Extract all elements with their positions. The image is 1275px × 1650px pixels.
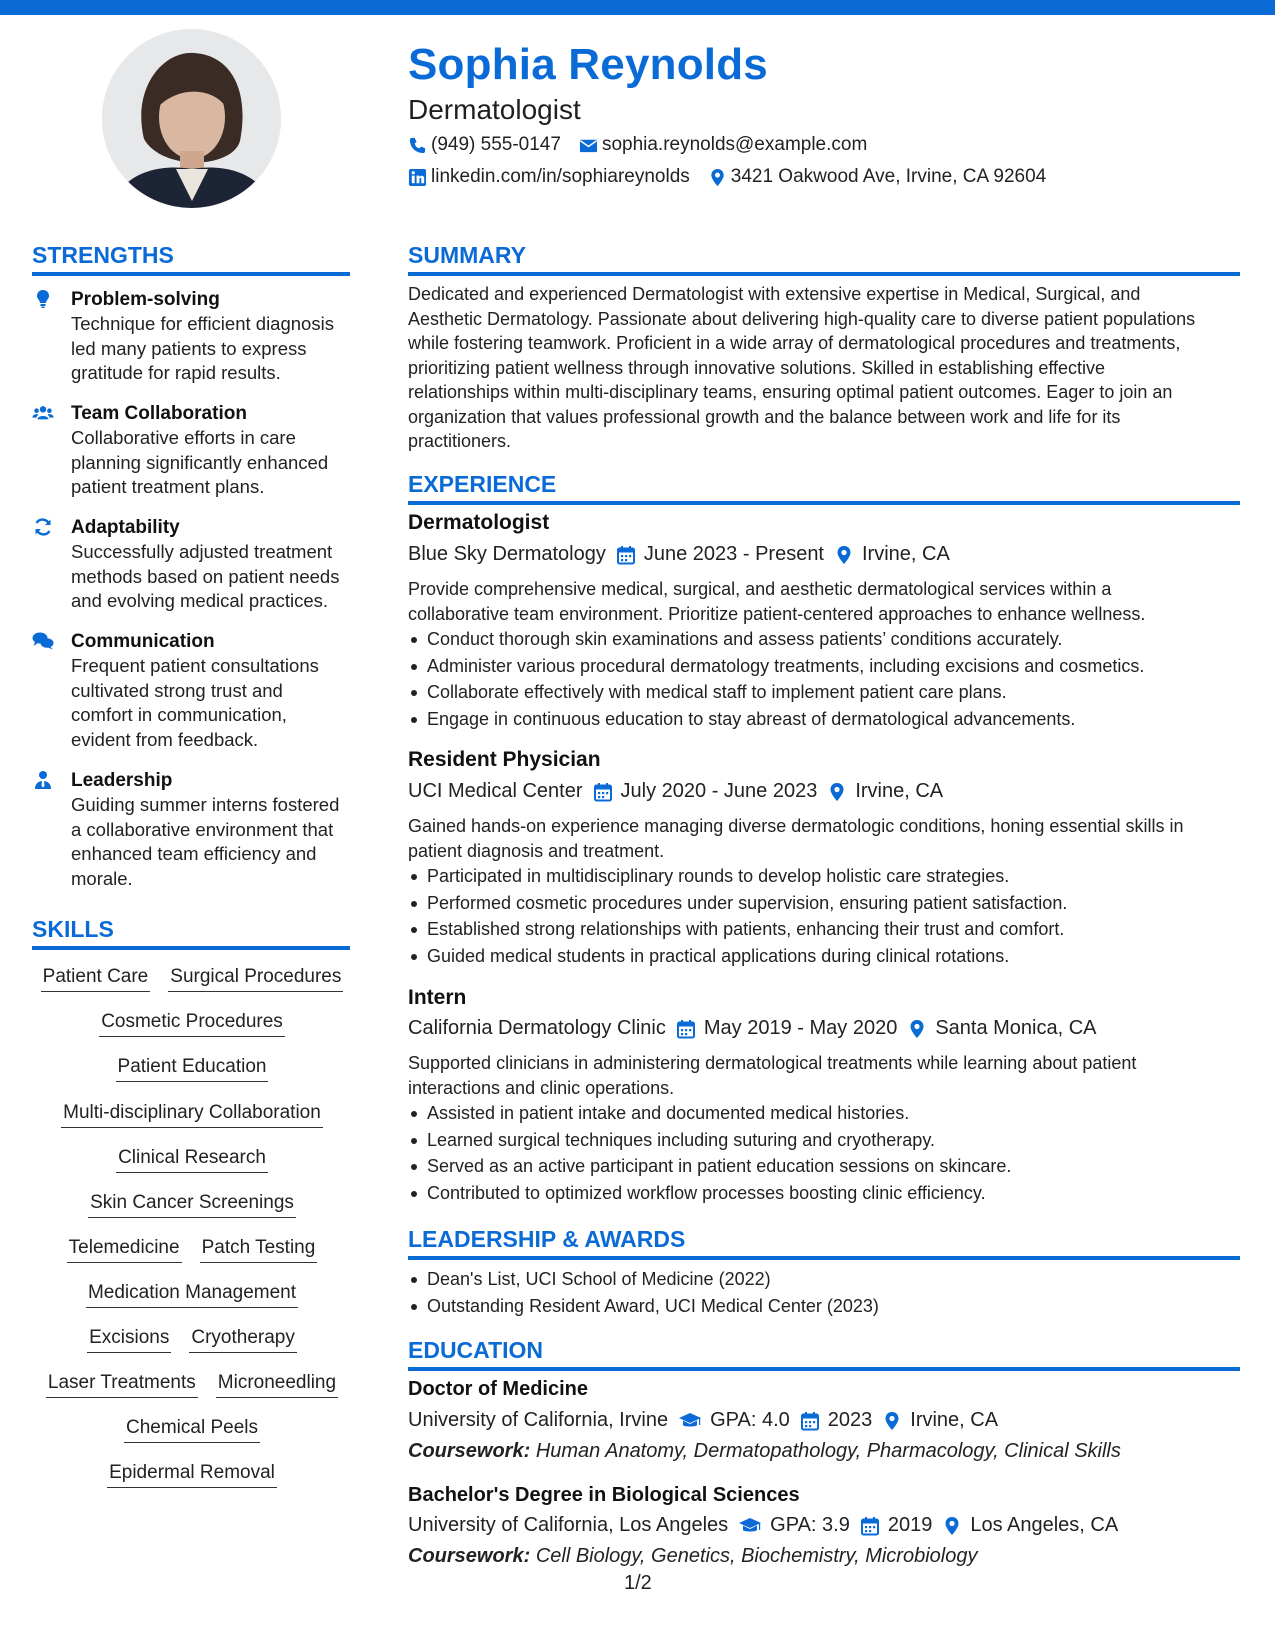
education-heading: EDUCATION [408, 1337, 1240, 1371]
education-meta [408, 1409, 998, 1432]
award-item: Dean's List, UCI School of Medicine (2022) [408, 1267, 1240, 1294]
job-title-heading: Resident Physician [408, 748, 601, 771]
job-description [408, 577, 1240, 626]
summary-text [408, 282, 1240, 454]
job-dates: July 2020 - June 2023 [620, 780, 818, 802]
skill-tag: Skin Cancer Screenings [88, 1192, 296, 1218]
graduation-year: 2023 [827, 1409, 873, 1431]
bullet-item: Performed cosmetic procedures under supervision, ensuring patient satisfaction. [408, 891, 1240, 918]
strength-line: led many patients to express [71, 337, 307, 359]
company-name: Blue Sky Dermatology [408, 543, 606, 565]
skill-tag: Patient Education [116, 1056, 269, 1082]
summary-line: Aesthetic Dermatology. Passionate about delivering high-quality care to diverse patient populations [408, 308, 1196, 329]
strength-line: patient treatment plans. [71, 476, 265, 497]
strength-line: Frequent patient consultations [71, 655, 319, 676]
summary-heading: SUMMARY [408, 242, 1240, 276]
skill-tag: Surgical Procedures [168, 966, 343, 992]
coursework-label: Coursework: [408, 1440, 531, 1462]
comments-icon [32, 631, 54, 651]
school-name: University of California, Los Angeles [408, 1514, 729, 1536]
candidate-name: Sophia Reynolds [408, 40, 768, 89]
summary-line: Dedicated and experienced Dermatologist with extensive expertise in Medical, Surgical, and [408, 284, 1141, 304]
summary-line: organization that values professional growth and the balance between work and life for its [408, 406, 1121, 427]
job-meta [408, 1017, 1097, 1040]
bullet-item: Engage in continuous education to stay abreast of dermatological advancements. [408, 707, 1240, 734]
gpa-value: GPA: 4.0 [710, 1409, 790, 1431]
profile-photo [102, 29, 281, 208]
skill-tag: Excisions [87, 1327, 171, 1353]
strength-line: evident from feedback. [71, 728, 259, 750]
bullet-item: Learned surgical techniques including suturing and cryotherapy. [408, 1128, 1240, 1155]
skills-row [32, 1147, 352, 1173]
strength-item [32, 515, 352, 614]
address-text: 3421 Oakwood Ave, Irvine, CA 92604 [730, 166, 1047, 187]
strength-line: and evolving medical practices. [71, 590, 329, 611]
job-description [408, 814, 1240, 863]
strength-line: gratitude for rapid results. [71, 362, 281, 383]
skills-row [32, 1056, 352, 1082]
experience-heading: EXPERIENCE [408, 471, 1240, 505]
skill-tag: Epidermal Removal [107, 1462, 277, 1488]
summary-line: relationships within multi-disciplinary teams, ensuring optimal patient outcomes. Eager to join an [408, 382, 1173, 402]
strength-item [32, 287, 352, 386]
skill-tag: Cryotherapy [189, 1327, 297, 1353]
strength-description [71, 540, 352, 614]
strength-line: enhanced team efficiency and [71, 843, 317, 864]
job-description-line: Supported clinicians in administering dermatological treatments while learning about patient [408, 1053, 1137, 1073]
skills-row [32, 1462, 352, 1488]
graduation-year: 2019 [887, 1514, 933, 1536]
strength-item [32, 768, 352, 891]
school-location: Los Angeles, CA [970, 1514, 1119, 1536]
job-bullets [408, 627, 1240, 734]
strength-line: a collaborative environment that [71, 818, 334, 840]
job-description-line: collaborative team environment. Prioritize patient-centered approaches to enhance wellness. [408, 603, 1146, 624]
job-title-heading: Dermatologist [408, 511, 550, 534]
lightbulb-icon [32, 289, 54, 309]
coursework-line [408, 1440, 1121, 1463]
coursework-text: Cell Biology, Genetics, Biochemistry, Microbiology [535, 1545, 978, 1567]
skills-row [32, 1011, 352, 1037]
phone-item [408, 134, 561, 156]
strength-title: Problem-solving [71, 289, 220, 310]
strength-line: methods based on patient needs [71, 565, 340, 587]
awards-list [408, 1267, 1240, 1320]
linkedin-icon [408, 168, 427, 187]
skills-row [32, 1327, 352, 1353]
skills-row [32, 966, 352, 992]
skills-row [32, 1417, 352, 1443]
phone-text[interactable]: (949) 555-0147 [431, 134, 561, 155]
bullet-item: Participated in multidisciplinary rounds to develop holistic care strategies. [408, 864, 1240, 891]
top-accent-bar [0, 0, 1275, 15]
skills-row [32, 1102, 352, 1128]
job-dates: May 2019 - May 2020 [703, 1017, 898, 1039]
awards-heading: LEADERSHIP & AWARDS [408, 1226, 1240, 1260]
strength-item [32, 401, 352, 500]
bullet-item: Collaborate effectively with medical staff to implement patient care plans. [408, 680, 1240, 707]
location-pin-icon [834, 545, 854, 565]
strength-line: Collaborative efforts in care [71, 427, 296, 448]
strength-item [32, 629, 352, 752]
summary-line: while fostering teamwork. Proficient in a wide array of dermatological procedures and treatments, [408, 333, 1181, 353]
gpa-value: GPA: 3.9 [770, 1514, 850, 1536]
summary-line: practitioners. [408, 431, 512, 451]
strength-description [71, 793, 352, 891]
strength-title: Adaptability [71, 517, 180, 538]
bullet-item: Established strong relationships with patients, enhancing their trust and comfort. [408, 917, 1240, 944]
strength-title: Communication [71, 631, 215, 652]
job-location: Irvine, CA [855, 780, 944, 802]
job-description-line: Gained hands-on experience managing diverse dermatologic conditions, honing essential skills in [408, 816, 1184, 836]
calendar-icon [800, 1411, 820, 1431]
job-bullets [408, 864, 1240, 971]
skills-row [32, 1192, 352, 1218]
skills-heading: SKILLS [32, 916, 350, 950]
page-number: 1/2 [624, 1572, 652, 1594]
strength-title: Leadership [71, 770, 173, 791]
job-description-line: Provide comprehensive medical, surgical, and aesthetic dermatological services within a [408, 579, 1112, 599]
calendar-icon [676, 1019, 696, 1039]
calendar-icon [616, 545, 636, 565]
skill-tag: Clinical Research [116, 1147, 268, 1173]
calendar-icon [860, 1516, 880, 1536]
graduation-cap-icon [738, 1516, 762, 1536]
address-item [708, 166, 1046, 188]
location-pin-icon [942, 1516, 962, 1536]
location-pin-icon [882, 1411, 902, 1431]
degree-title: Bachelor's Degree in Biological Sciences [408, 1484, 800, 1506]
job-meta [408, 780, 943, 803]
job-title-heading: Intern [408, 986, 467, 1009]
award-item: Outstanding Resident Award, UCI Medical Center (2023) [408, 1294, 1240, 1321]
location-pin-icon [827, 782, 847, 802]
email-link[interactable]: sophia.reynolds@example.com [601, 134, 868, 155]
bullet-item: Assisted in patient intake and documented medical histories. [408, 1101, 1240, 1128]
job-description [408, 1051, 1240, 1100]
job-bullets [408, 1101, 1240, 1208]
coursework-line [408, 1545, 977, 1568]
calendar-icon [593, 782, 613, 802]
job-dates: June 2023 - Present [643, 543, 824, 565]
strength-line: comfort in communication, [71, 704, 287, 725]
strength-description [71, 654, 352, 752]
company-name: UCI Medical Center [408, 780, 583, 802]
skill-tag: Telemedicine [67, 1237, 182, 1263]
job-title: Dermatologist [408, 94, 581, 125]
coursework-text: Human Anatomy, Dermatopathology, Pharmacology, Clinical Skills [535, 1440, 1121, 1462]
degree-title: Doctor of Medicine [408, 1378, 589, 1400]
coursework-label: Coursework: [408, 1545, 531, 1567]
skills-row [32, 1372, 352, 1398]
bullet-item: Guided medical students in practical applications during clinical rotations. [408, 944, 1240, 971]
email-item [579, 134, 867, 156]
strength-line: planning significantly enhanced [71, 451, 329, 473]
users-icon [32, 403, 54, 423]
contact-row-2 [408, 166, 1064, 188]
strength-title: Team Collaboration [71, 403, 247, 424]
envelope-icon [579, 136, 598, 155]
sync-icon [32, 517, 54, 537]
strength-line: Technique for efficient diagnosis [71, 313, 334, 334]
user-tie-icon [32, 770, 54, 790]
job-description-line: patient diagnosis and treatment. [408, 840, 665, 861]
job-location: Irvine, CA [862, 543, 950, 565]
skill-tag: Patch Testing [200, 1237, 318, 1263]
strength-line: morale. [71, 867, 133, 889]
skill-tag: Medication Management [86, 1282, 298, 1308]
bullet-item: Contributed to optimized workflow processes boosting clinic efficiency. [408, 1181, 1240, 1208]
bullet-item: Administer various procedural dermatology treatments, including excisions and cosmetics. [408, 654, 1240, 681]
skill-tag: Chemical Peels [124, 1417, 260, 1443]
skill-tag: Laser Treatments [46, 1372, 198, 1398]
school-location: Irvine, CA [910, 1409, 999, 1431]
strength-description [71, 312, 352, 386]
linkedin-item [408, 166, 690, 188]
phone-icon [408, 136, 427, 155]
job-description-line: interactions and clinic operations. [408, 1077, 675, 1098]
linkedin-link[interactable]: linkedin.com/in/sophiareynolds [431, 166, 690, 187]
contact-row-1 [408, 134, 885, 156]
strength-line: Guiding summer interns fostered [71, 794, 340, 815]
skill-tag: Multi-disciplinary Collaboration [61, 1102, 323, 1128]
skills-row [32, 1237, 352, 1263]
education-meta [408, 1514, 1118, 1537]
company-name: California Dermatology Clinic [408, 1017, 666, 1039]
location-pin-icon [708, 168, 727, 187]
skill-tag: Microneedling [216, 1372, 338, 1398]
strength-line: cultivated strong trust and [71, 679, 283, 701]
skills-row [32, 1282, 352, 1308]
strengths-heading: STRENGTHS [32, 242, 350, 276]
strength-description [71, 426, 352, 500]
school-name: University of California, Irvine [408, 1409, 669, 1431]
strength-line: Successfully adjusted treatment [71, 541, 333, 562]
job-location: Santa Monica, CA [935, 1017, 1097, 1039]
skill-tag: Cosmetic Procedures [99, 1011, 285, 1037]
bullet-item: Served as an active participant in patient education sessions on skincare. [408, 1154, 1240, 1181]
graduation-cap-icon [678, 1411, 702, 1431]
summary-line: prioritizing patient wellness through innovative solutions. Skilled in establishing effective [408, 357, 1106, 378]
job-meta [408, 543, 950, 566]
location-pin-icon [907, 1019, 927, 1039]
bullet-item: Conduct thorough skin examinations and assess patients’ conditions accurately. [408, 627, 1240, 654]
skill-tag: Patient Care [41, 966, 151, 992]
